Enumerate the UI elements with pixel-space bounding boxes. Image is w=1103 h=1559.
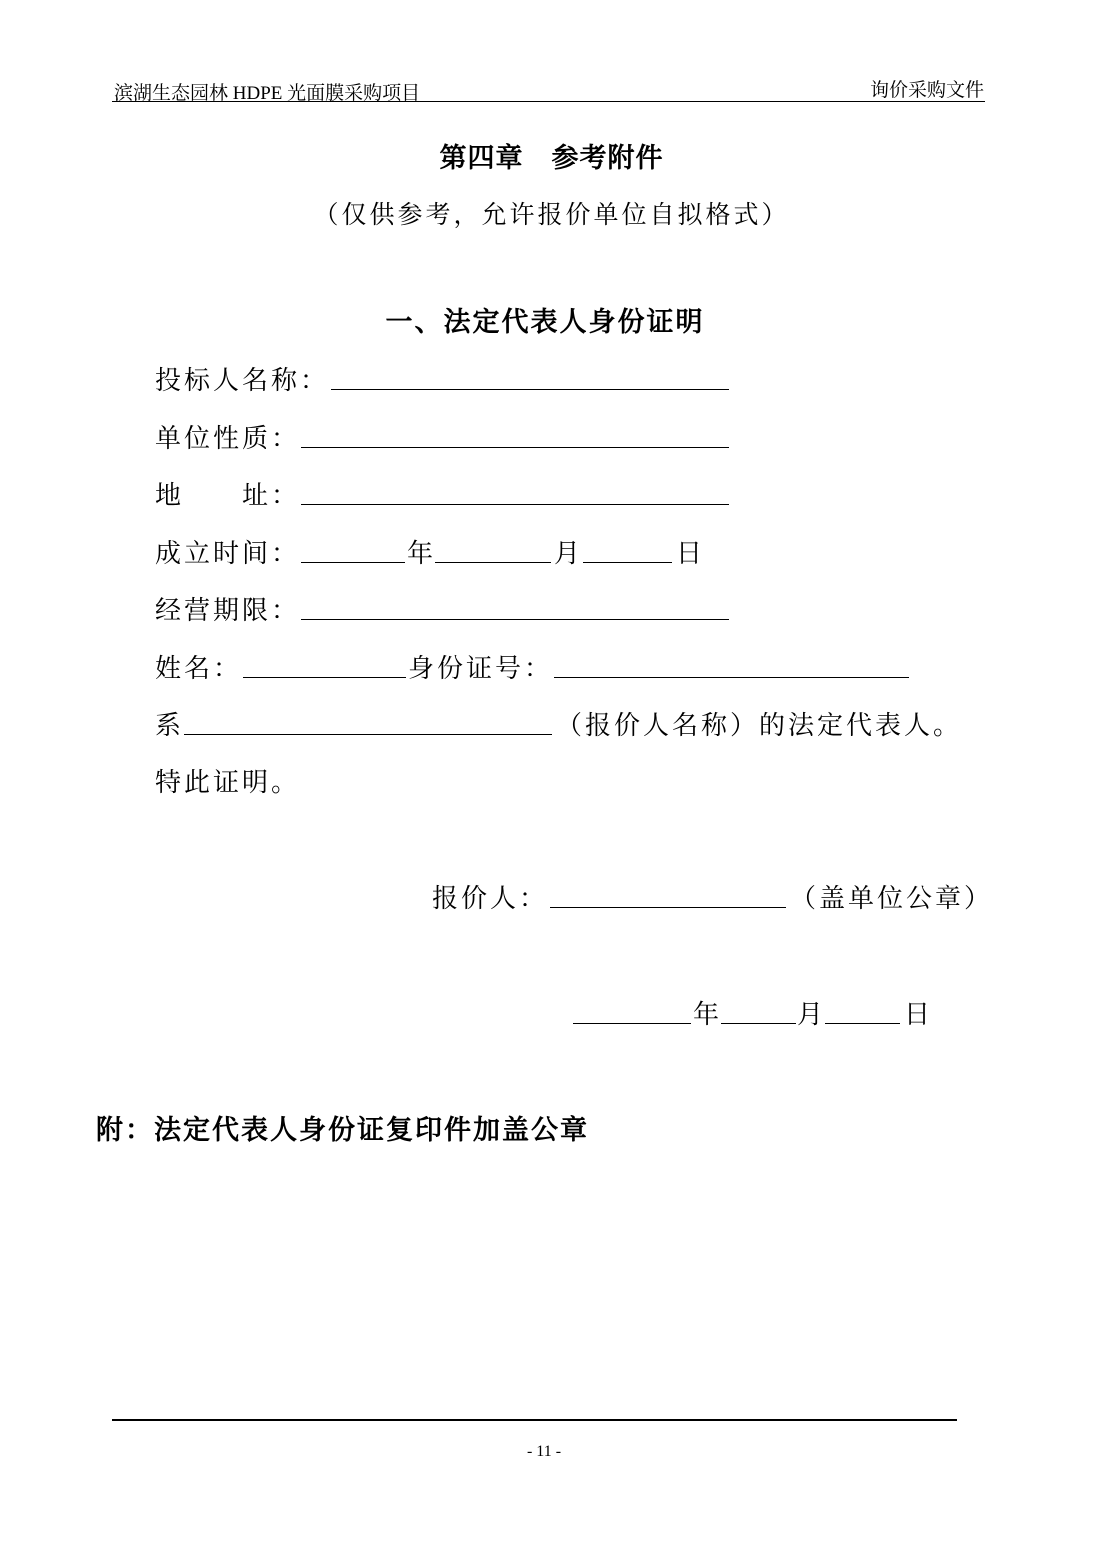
- sign-year-text: 年: [693, 1000, 723, 1030]
- unit-nature-label: 单位性质：: [155, 424, 301, 454]
- address-label: 地 址：: [155, 481, 301, 511]
- sign-year-line[interactable]: [573, 1023, 691, 1024]
- sign-day-line[interactable]: [825, 1023, 900, 1024]
- bidder-name-label: 投标人名称：: [155, 366, 330, 396]
- seal-note: （盖单位公章）: [790, 884, 994, 914]
- term-line[interactable]: [301, 619, 729, 620]
- chapter-title: 第四章 参考附件: [439, 143, 664, 174]
- belongs-line[interactable]: [184, 734, 552, 735]
- unit-nature-line[interactable]: [301, 447, 729, 448]
- established-month-line[interactable]: [435, 562, 551, 563]
- established-year-line[interactable]: [301, 562, 405, 563]
- established-label: 成立时间：: [155, 539, 301, 569]
- established-day-text: 日: [676, 539, 706, 569]
- header-left: 滨湖生态园林 HDPE 光面膜采购项目: [114, 83, 421, 104]
- section-title: 一、法定代表人身份证明: [385, 307, 705, 338]
- id-line[interactable]: [554, 677, 909, 678]
- certify-text: 特此证明。: [155, 768, 301, 798]
- established-day-line[interactable]: [583, 562, 672, 563]
- attachment-note: 附：法定代表人身份证复印件加盖公章: [96, 1115, 589, 1146]
- header-right: 询价采购文件: [870, 80, 985, 101]
- sign-month-line[interactable]: [721, 1023, 796, 1024]
- chapter-subtitle: （仅供参考，允许报价单位自拟格式）: [313, 200, 790, 229]
- belongs-prefix: 系: [155, 711, 185, 741]
- term-label: 经营期限：: [155, 596, 301, 626]
- name-label: 姓名：: [155, 654, 243, 684]
- name-line[interactable]: [243, 677, 406, 678]
- header-rule: [112, 101, 985, 102]
- established-year-text: 年: [407, 539, 437, 569]
- sign-day-text: 日: [904, 1000, 934, 1030]
- bidder-name-line[interactable]: [331, 389, 729, 390]
- belongs-suffix: （报价人名称）的法定代表人。: [556, 711, 963, 741]
- address-line[interactable]: [301, 504, 729, 505]
- established-month-text: 月: [554, 539, 584, 569]
- quoter-line[interactable]: [550, 907, 786, 908]
- id-label: 身份证号：: [408, 654, 554, 684]
- quoter-label: 报价人：: [432, 884, 549, 914]
- sign-month-text: 月: [797, 1000, 827, 1030]
- footer-rule: [112, 1419, 957, 1421]
- page-number: - 11 -: [526, 1443, 562, 1460]
